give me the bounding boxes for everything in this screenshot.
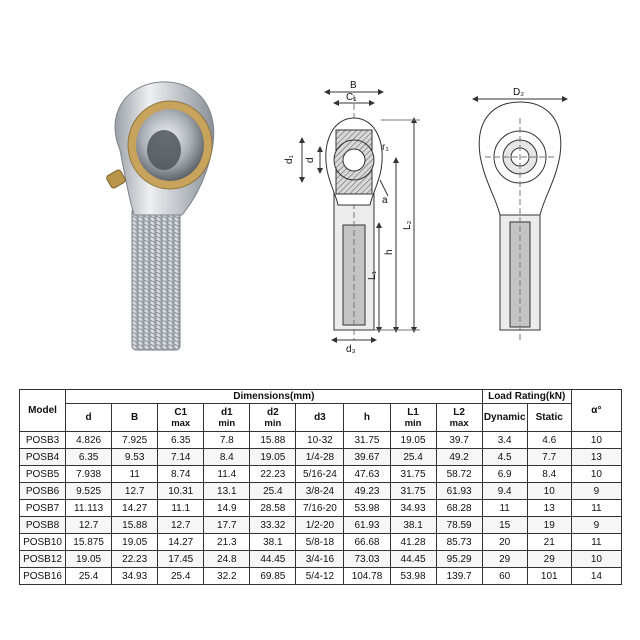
column-header (158, 404, 204, 432)
column-header (112, 404, 158, 432)
value-cell: 21 (527, 534, 571, 551)
value-cell: 21.3 (204, 534, 250, 551)
label-D2: D₂ (513, 87, 525, 98)
label-L2: L₂ (402, 220, 413, 230)
header-model: Model (20, 390, 66, 432)
value-cell: 3.4 (482, 432, 527, 449)
value-cell: 60 (482, 568, 527, 585)
table-body (20, 432, 622, 585)
value-cell: 1/2-20 (296, 517, 344, 534)
table-row (20, 551, 622, 568)
model-cell: POSB12 (20, 551, 66, 568)
value-cell: 10 (527, 483, 571, 500)
value-cell: 11.113 (66, 500, 112, 517)
column-header-sub: min (264, 417, 282, 429)
column-header-name: h (363, 412, 371, 423)
table-row (20, 568, 622, 585)
column-header (482, 404, 527, 432)
value-cell: 53.98 (390, 568, 436, 585)
label-r1: r₁ (382, 142, 389, 153)
value-cell: 3/4-16 (296, 551, 344, 568)
label-L1: L₁ (367, 271, 378, 280)
value-cell: 5/8-18 (296, 534, 344, 551)
column-header-sub: max (171, 417, 191, 429)
value-cell: 10 (571, 466, 621, 483)
value-cell: 8.74 (158, 466, 204, 483)
value-cell: 15 (482, 517, 527, 534)
value-cell: 22.23 (250, 466, 296, 483)
table-row (20, 534, 622, 551)
column-header-name: d2 (267, 406, 279, 418)
value-cell: 33.32 (250, 517, 296, 534)
table-row (20, 500, 622, 517)
rod-end-photo (106, 82, 214, 350)
value-cell: 32.2 (204, 568, 250, 585)
column-header-sub: max (449, 417, 469, 429)
value-cell: 14 (571, 568, 621, 585)
value-cell: 11.4 (204, 466, 250, 483)
value-cell: 25.4 (66, 568, 112, 585)
column-header (296, 404, 344, 432)
front-view-drawing (475, 99, 565, 340)
value-cell: 58.72 (436, 466, 482, 483)
column-header-name: L1 (407, 406, 419, 418)
table-header (20, 390, 622, 432)
value-cell: 5/16-24 (296, 466, 344, 483)
value-cell: 14.9 (204, 500, 250, 517)
table-row (20, 449, 622, 466)
column-header (390, 404, 436, 432)
column-header-name: C1 (174, 406, 188, 418)
model-cell: POSB8 (20, 517, 66, 534)
value-cell: 28.58 (250, 500, 296, 517)
value-cell: 85.73 (436, 534, 482, 551)
column-header-name: Dynamic (483, 412, 526, 423)
value-cell: 12.7 (112, 483, 158, 500)
value-cell: 139.7 (436, 568, 482, 585)
value-cell: 4.826 (66, 432, 112, 449)
value-cell: 38.1 (390, 517, 436, 534)
value-cell: 22.23 (112, 551, 158, 568)
table-row (20, 517, 622, 534)
value-cell: 7.925 (112, 432, 158, 449)
value-cell: 8.4 (204, 449, 250, 466)
column-header-sub: min (218, 417, 236, 429)
header-alpha: α° (571, 390, 621, 432)
value-cell: 11 (571, 500, 621, 517)
value-cell: 53.98 (344, 500, 390, 517)
value-cell: 66.68 (344, 534, 390, 551)
value-cell: 9 (571, 517, 621, 534)
value-cell: 78.59 (436, 517, 482, 534)
table-row (20, 466, 622, 483)
model-cell: POSB16 (20, 568, 66, 585)
column-header (436, 404, 482, 432)
value-cell: 19.05 (66, 551, 112, 568)
column-header-name: L2 (453, 406, 465, 418)
value-cell: 6.35 (158, 432, 204, 449)
column-header (204, 404, 250, 432)
table-row (20, 483, 622, 500)
column-header-sub: min (404, 417, 422, 429)
value-cell: 13.1 (204, 483, 250, 500)
value-cell: 3/8-24 (296, 483, 344, 500)
value-cell: 68.28 (436, 500, 482, 517)
value-cell: 9.53 (112, 449, 158, 466)
value-cell: 29 (482, 551, 527, 568)
value-cell: 9.4 (482, 483, 527, 500)
value-cell: 101 (527, 568, 571, 585)
value-cell: 69.85 (250, 568, 296, 585)
value-cell: 47.63 (344, 466, 390, 483)
value-cell: 15.88 (112, 517, 158, 534)
value-cell: 11 (482, 500, 527, 517)
value-cell: 15.875 (66, 534, 112, 551)
value-cell: 7/16-20 (296, 500, 344, 517)
value-cell: 38.1 (250, 534, 296, 551)
value-cell: 11 (571, 534, 621, 551)
value-cell: 12.7 (158, 517, 204, 534)
value-cell: 5/4-12 (296, 568, 344, 585)
value-cell: 7.14 (158, 449, 204, 466)
value-cell: 25.4 (390, 449, 436, 466)
spec-table (19, 389, 622, 585)
value-cell: 61.93 (436, 483, 482, 500)
value-cell: 11 (112, 466, 158, 483)
value-cell: 19.05 (390, 432, 436, 449)
value-cell: 34.93 (112, 568, 158, 585)
value-cell: 9.525 (66, 483, 112, 500)
label-d: d (305, 157, 316, 163)
value-cell: 29 (527, 551, 571, 568)
value-cell: 4.6 (527, 432, 571, 449)
value-cell: 39.67 (344, 449, 390, 466)
column-header (527, 404, 571, 432)
model-cell: POSB7 (20, 500, 66, 517)
value-cell: 4.5 (482, 449, 527, 466)
label-C1: C₁ (346, 92, 357, 103)
value-cell: 10.31 (158, 483, 204, 500)
value-cell: 13 (527, 500, 571, 517)
model-cell: POSB5 (20, 466, 66, 483)
value-cell: 10 (571, 432, 621, 449)
column-header-name: d (85, 412, 92, 423)
value-cell: 7.7 (527, 449, 571, 466)
value-cell: 24.8 (204, 551, 250, 568)
value-cell: 6.9 (482, 466, 527, 483)
header-dimensions: Dimensions(mm) (66, 390, 483, 404)
value-cell: 13 (571, 449, 621, 466)
column-header-name: Static (535, 412, 563, 423)
value-cell: 49.2 (436, 449, 482, 466)
model-cell: POSB10 (20, 534, 66, 551)
value-cell: 11.1 (158, 500, 204, 517)
value-cell: 8.4 (527, 466, 571, 483)
value-cell: 6.35 (66, 449, 112, 466)
value-cell: 15.88 (250, 432, 296, 449)
column-header-name: d3 (314, 412, 326, 423)
value-cell: 9 (571, 483, 621, 500)
value-cell: 14.27 (112, 500, 158, 517)
value-cell: 95.29 (436, 551, 482, 568)
value-cell: 7.8 (204, 432, 250, 449)
value-cell: 104.78 (344, 568, 390, 585)
model-cell: POSB6 (20, 483, 66, 500)
value-cell: 44.45 (390, 551, 436, 568)
value-cell: 19.05 (250, 449, 296, 466)
value-cell: 10 (571, 551, 621, 568)
value-cell: 31.75 (390, 466, 436, 483)
value-cell: 20 (482, 534, 527, 551)
table-row (20, 432, 622, 449)
column-header-name: d1 (220, 406, 233, 418)
value-cell: 31.75 (344, 432, 390, 449)
value-cell: 34.93 (390, 500, 436, 517)
value-cell: 25.4 (250, 483, 296, 500)
value-cell: 14.27 (158, 534, 204, 551)
value-cell: 73.03 (344, 551, 390, 568)
model-cell: POSB4 (20, 449, 66, 466)
header-load-rating: Load Rating(kN) (482, 390, 571, 404)
value-cell: 61.93 (344, 517, 390, 534)
label-d1: d₁ (284, 155, 295, 164)
value-cell: 12.7 (66, 517, 112, 534)
model-cell: POSB3 (20, 432, 66, 449)
column-header (66, 404, 112, 432)
column-header (344, 404, 390, 432)
label-a: a (382, 195, 388, 206)
label-d3: d₃ (346, 344, 356, 355)
label-B: B (350, 80, 357, 91)
value-cell: 19.05 (112, 534, 158, 551)
value-cell: 39.7 (436, 432, 482, 449)
value-cell: 41.28 (390, 534, 436, 551)
value-cell: 17.45 (158, 551, 204, 568)
value-cell: 31.75 (390, 483, 436, 500)
value-cell: 25.4 (158, 568, 204, 585)
value-cell: 1/4-28 (296, 449, 344, 466)
label-h: h (384, 249, 395, 255)
value-cell: 19 (527, 517, 571, 534)
value-cell: 10-32 (296, 432, 344, 449)
value-cell: 44.45 (250, 551, 296, 568)
column-header-name: B (131, 412, 139, 423)
side-section-drawing (302, 92, 420, 340)
value-cell: 17.7 (204, 517, 250, 534)
value-cell: 7.938 (66, 466, 112, 483)
column-header (250, 404, 296, 432)
value-cell: 49.23 (344, 483, 390, 500)
